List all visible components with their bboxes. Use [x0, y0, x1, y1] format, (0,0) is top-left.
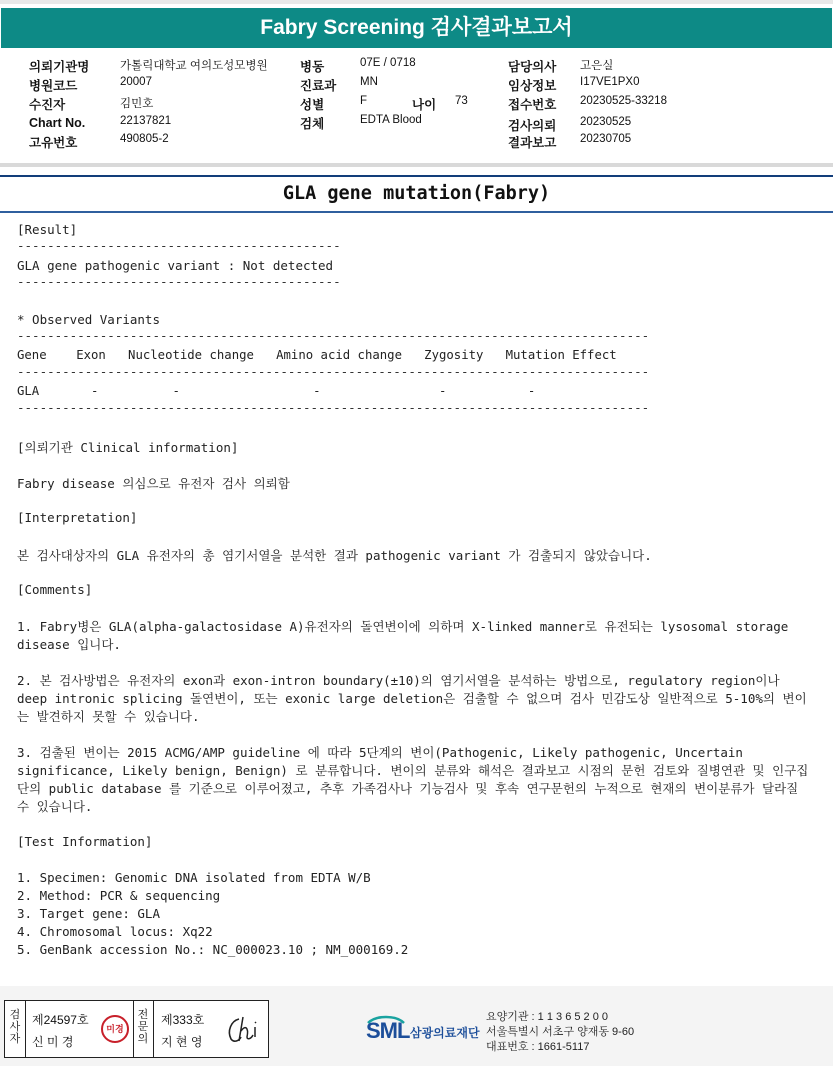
- stamp2-license: 제333호: [161, 1013, 205, 1027]
- info-label: 나이: [412, 98, 437, 112]
- separator: [0, 211, 833, 213]
- comment-item: 1. Fabry병은 GLA(alpha-galactosidase A)유전자의 돌연변이에 의하며 X-linked manner로 유전되는 lysosomal storage disease 입니다.: [17, 619, 789, 652]
- info-label: 고유번호: [29, 136, 78, 150]
- observed-heading: * Observed Variants: [17, 312, 160, 327]
- info-label: 접수번호: [508, 98, 557, 112]
- lab-address-block: [486, 1010, 634, 1055]
- dash-rule: -------------------------------------------: [17, 238, 341, 253]
- test-info-item: 3. Target gene: GLA: [17, 906, 160, 921]
- info-value: 김민호: [120, 98, 154, 110]
- test-info-item: 1. Specimen: Genomic DNA isolated from EDTA W/B: [17, 870, 371, 885]
- info-value: F: [360, 95, 368, 107]
- info-label: 진료과: [300, 79, 337, 93]
- signature-cell: [25, 1001, 134, 1057]
- info-label: 병동: [300, 60, 325, 74]
- logo-text: SML: [366, 1018, 410, 1043]
- info-value: I17VE1PX0: [580, 76, 640, 88]
- stamp2-role: 전문의: [137, 1009, 149, 1045]
- comments-heading: [Comments]: [17, 582, 93, 597]
- result-line: GLA gene pathogenic variant : Not detected: [17, 258, 334, 273]
- info-label: 담당의사: [508, 60, 557, 74]
- info-value: 73: [455, 95, 468, 107]
- info-value: 490805-2: [120, 133, 169, 145]
- section-title: GLA gene mutation(Fabry): [282, 183, 551, 204]
- info-value: 20007: [120, 76, 152, 88]
- info-value: EDTA Blood: [360, 114, 422, 126]
- info-value: 07E / 0718: [360, 57, 416, 69]
- logo-org: 삼광의료재단: [410, 1026, 480, 1040]
- dash-rule: -------------------------------------------: [17, 274, 341, 289]
- interpretation-heading: [Interpretation]: [17, 510, 138, 525]
- info-value: MN: [360, 76, 378, 88]
- info-label: 의뢰기관명: [29, 60, 90, 74]
- info-label: 검사의뢰: [508, 119, 557, 133]
- sml-logo: [366, 1015, 484, 1055]
- report-title: Fabry Screening 검사결과보고서: [1, 8, 832, 48]
- seal-text: 미경: [106, 1024, 124, 1034]
- signature-cell: [5, 1001, 26, 1057]
- top-border: [0, 0, 833, 4]
- separator: [0, 175, 833, 177]
- info-value: 가톨릭대학교 여의도성모병원: [120, 60, 268, 72]
- dash-rule: ------------------------------------------------------------------------------------: [17, 364, 650, 379]
- result-heading: [Result]: [17, 222, 78, 237]
- info-label: 임상정보: [508, 79, 557, 93]
- comment-item: 2. 본 검사방법은 유전자의 exon과 exon-intron boundary(±10)의 염기서열을 분석하는 방법으로, regulatory region이나 deep intronic splicing 돌연변이, 또는 exonic large deletion은 검출할 수 없으며 검사 민감도상 일반적으로 5-10%의 변이는 발견하지 못할 수 있습니다.: [17, 673, 807, 724]
- variant-table-header: Gene Exon Nucleotide change Amino acid change Zygosity Mutation Effect: [17, 348, 617, 362]
- test-info-item: 2. Method: PCR & sequencing: [17, 888, 221, 903]
- info-label: Chart No.: [29, 116, 86, 130]
- stamp1-name: 신 미 경: [32, 1035, 74, 1049]
- lab-address: 서울특별시 서초구 양재동 9-60: [486, 1026, 635, 1038]
- info-value: 고은실: [580, 60, 614, 72]
- signature-icon: [225, 1013, 263, 1045]
- stamp2-name: 지 현 영: [161, 1035, 203, 1049]
- stamp1-role: 검사자: [9, 1009, 21, 1045]
- lab-phone: 대표번호 : 1661-5117: [486, 1041, 590, 1053]
- signature-cell: [133, 1001, 154, 1057]
- info-value: 20230525-33218: [580, 95, 667, 107]
- info-label: 검체: [300, 117, 325, 131]
- info-label: 수진자: [29, 98, 66, 112]
- dash-rule: ------------------------------------------------------------------------------------: [17, 400, 650, 415]
- info-value: 22137821: [120, 115, 172, 127]
- test-info-item: 4. Chromosomal locus: Xq22: [17, 924, 213, 939]
- signature-box: [4, 1000, 269, 1058]
- info-label: 결과보고: [508, 136, 557, 150]
- test-info-item: 5. GenBank accession No.: NC_000023.10 ; NM_000169.2: [17, 942, 409, 957]
- clinical-text: Fabry disease 의심으로 유전자 검사 의뢰함: [17, 476, 290, 491]
- test-info-heading: [Test Information]: [17, 834, 153, 849]
- separator: [0, 163, 833, 167]
- seal-icon: [101, 1015, 129, 1043]
- variant-table-row: GLA - - - - -: [17, 384, 536, 398]
- clinical-heading: [의뢰기관 Clinical information]: [17, 440, 239, 455]
- comment-item: 3. 검출된 변이는 2015 ACMG/AMP guideline 에 따라 5단계의 변이(Pathogenic, Likely pathogenic, Uncertain significance, Likely benign, Benign) 로 분류합니다. 변이의 분류와 해석은 결과보고 시점의 문헌 검토와 질병연관 및 인구집단의 public database 를 기준으로 이루어졌고, 추후 가족검사나 기능검사 및 후속 연구문헌의 누적으로 현재의 변이분류가 달라질 수 있습니다.: [17, 745, 809, 814]
- signature-cell: [153, 1001, 268, 1057]
- interpretation-text: 본 검사대상자의 GLA 유전자의 총 염기서열을 분석한 결과 pathogenic variant 가 검출되지 않았습니다.: [17, 548, 652, 563]
- stamp1-license: 제24597호: [32, 1013, 89, 1027]
- lab-code: 요양기관 : 1 1 3 6 5 2 0 0: [486, 1011, 609, 1023]
- patient-info-block: [0, 56, 833, 156]
- info-value: 20230525: [580, 116, 632, 128]
- info-label: 병원코드: [29, 79, 78, 93]
- info-label: 성별: [300, 98, 325, 112]
- dash-rule: ------------------------------------------------------------------------------------: [17, 328, 650, 343]
- info-value: 20230705: [580, 133, 632, 145]
